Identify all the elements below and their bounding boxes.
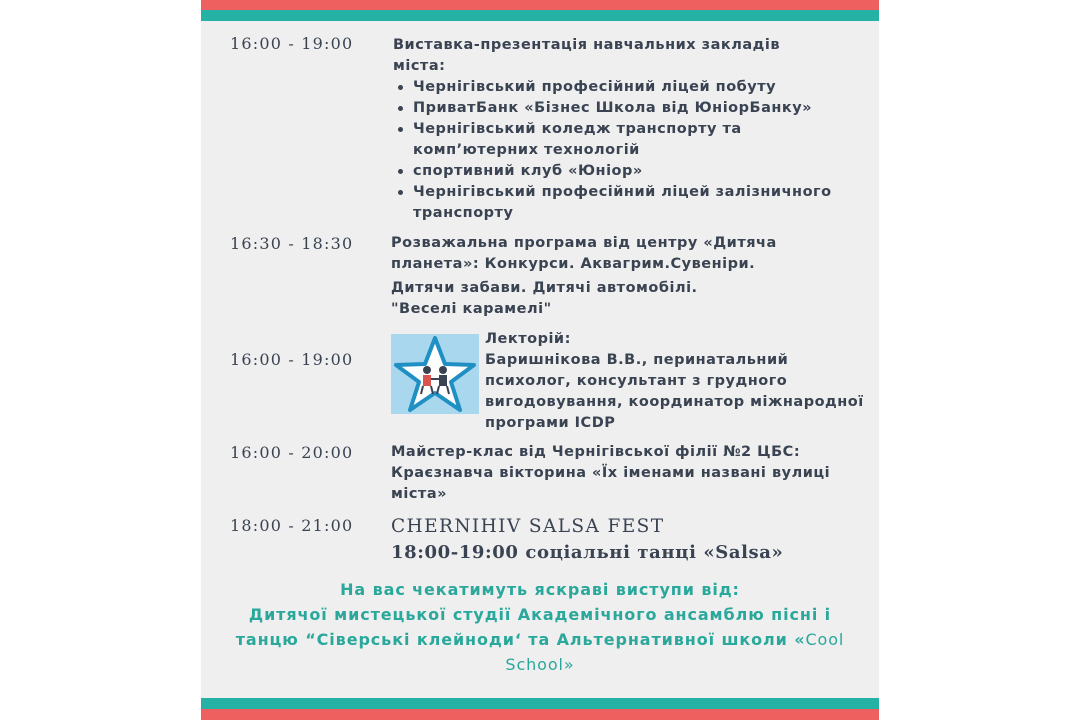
performances-footer <box>221 577 859 677</box>
schedule-entry-2 <box>391 233 811 320</box>
entry-3-text: Баришнікова В.В., перинатальний психолог, консультант з грудного вигодовування, координатор міжнародної програми ICDP <box>485 352 864 431</box>
schedule-time-2: 16:30 - 18:30 <box>230 234 354 253</box>
star-icon <box>391 334 479 414</box>
top-red-stripe <box>201 0 879 10</box>
footer-line-2-main: Дитячої мистецької студії Академічного ансамблю пісні і танцю “Сіверські клейноди‘ та Альтернативної школи « <box>235 605 832 649</box>
footer-line-1: На вас чекатимуть яскраві виступи від: <box>340 580 740 599</box>
star-children-logo <box>391 334 479 414</box>
schedule-entry-3 <box>485 329 870 434</box>
schedule-entry-1 <box>393 35 863 224</box>
schedule-time-3: 16:00 - 19:00 <box>230 350 354 369</box>
list-item: спортивний клуб «Юніор» <box>413 161 863 182</box>
footer-line-2 <box>221 602 859 677</box>
footer-line-2-tail: Cool School» <box>505 630 845 674</box>
list-item: Чернігівський професійний ліцей залізничного транспорту <box>413 182 863 224</box>
salsa-fest-subtitle: 18:00-19:00 соціальні танці «Salsa» <box>391 542 784 563</box>
entry-2-line-1: Розважальна програма від центру «Дитяча планета»: Конкурси. Аквагрим.Сувеніри. <box>391 235 777 272</box>
entry-1-title: Виставка-презентація навчальних закладів міста: <box>393 37 780 74</box>
schedule-time-4: 16:00 - 20:00 <box>230 443 354 462</box>
entry-2-line-2: Дитячи забави. Дитячі автомобілі. "Веселі карамелі" <box>391 280 698 317</box>
list-item: Чернігівський коледж транспорту та комп’ютерних технологій <box>413 119 863 161</box>
entry-1-list <box>393 77 863 224</box>
schedule-time-1: 16:00 - 19:00 <box>230 34 354 53</box>
list-item: Чернігівський професійний ліцей побуту <box>413 77 863 98</box>
bottom-teal-stripe <box>201 698 879 709</box>
schedule-entry-4 <box>391 442 851 505</box>
top-teal-stripe <box>201 10 879 21</box>
event-schedule-poster <box>201 0 879 720</box>
entry-4-text: Майстер-клас від Чернігівської філії №2 ЦБС: Краєзнавча вікторина «Їх іменами названі вулиці міста» <box>391 444 831 502</box>
schedule-entry-5 <box>391 514 861 566</box>
list-item: ПриватБанк «Бізнес Школа від ЮніорБанку» <box>413 98 863 119</box>
entry-3-title: Лекторій: <box>485 331 571 347</box>
schedule-time-5: 18:00 - 21:00 <box>230 516 354 535</box>
bottom-red-stripe <box>201 709 879 720</box>
salsa-fest-title: CHERNIHIV SALSA FEST <box>391 516 665 537</box>
